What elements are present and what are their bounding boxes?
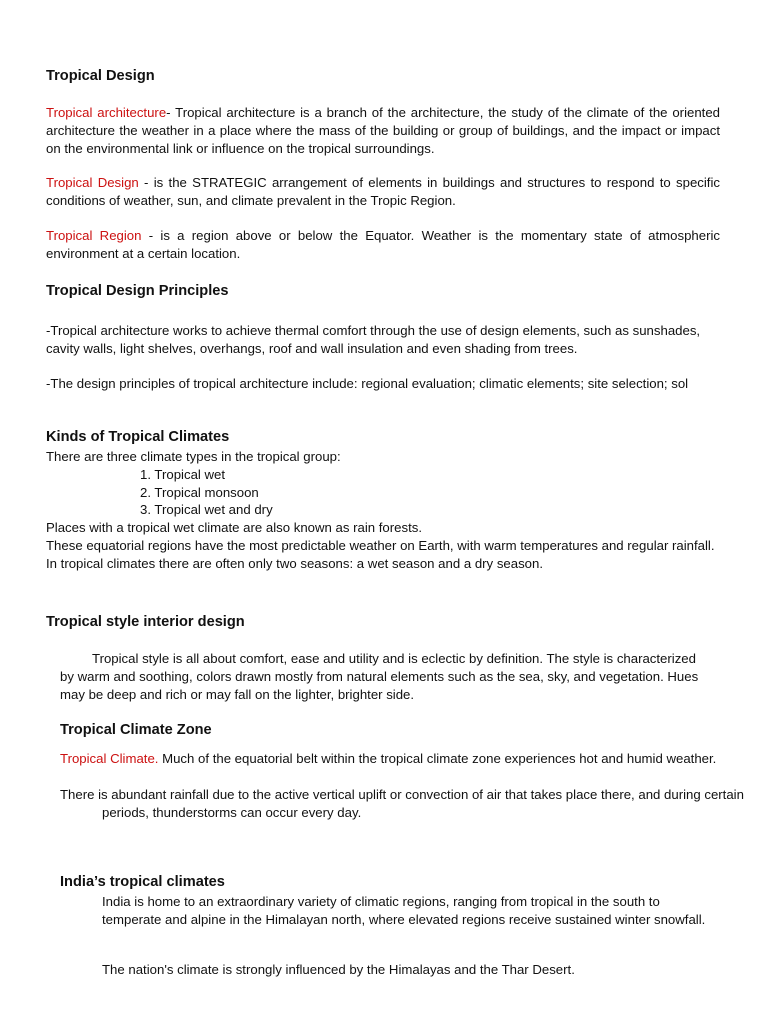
heading-interior-design: Tropical style interior design bbox=[46, 614, 245, 630]
heading-design-principles: Tropical Design Principles bbox=[46, 283, 229, 299]
list-item: 2. Tropical monsoon bbox=[140, 484, 259, 500]
paragraph-tropical-design bbox=[46, 174, 720, 210]
climates-line-1: Places with a tropical wet climate are also known as rain forests. bbox=[46, 520, 423, 536]
term-tropical-region: Tropical Region bbox=[46, 228, 142, 243]
paragraph-tropical-region bbox=[46, 227, 720, 263]
list-item: 1. Tropical wet bbox=[140, 466, 226, 482]
heading-tropical-design: Tropical Design bbox=[46, 68, 155, 84]
climates-intro: There are three climate types in the tropical group: bbox=[46, 449, 341, 464]
paragraph-climate-zone-2: There is abundant rainfall due to the active vertical uplift or convection of air that takes place there, and during certain periods, thunderstorms can occur every day. bbox=[60, 787, 744, 820]
term-tropical-climate: Tropical Climate. bbox=[60, 751, 159, 766]
definition-tropical-architecture: - Tropical architecture is a branch of the architecture, the study of the climate of the oriented architecture the weather in a place where the mass of the building or group of buildings, and the impact or impact on the environmental link or influence on the tropical surroundings. bbox=[46, 105, 720, 156]
definition-tropical-region: - is a region above or below the Equator. Weather is the momentary state of atmospheric environment at a certain location. bbox=[46, 228, 720, 261]
heading-climate-zone: Tropical Climate Zone bbox=[60, 722, 212, 738]
climates-line-2: These equatorial regions have the most predictable weather on Earth, with warm temperatures and regular rainfall. bbox=[46, 537, 715, 553]
list-item: 3. Tropical wet and dry bbox=[140, 502, 273, 518]
paragraph-principles-1: -Tropical architecture works to achieve thermal comfort through the use of design elements, such as sunshades, cavity walls, light shelves, overhangs, roof and wall insulation and even shading from trees. bbox=[46, 323, 701, 356]
climates-block bbox=[46, 448, 720, 573]
paragraph-india-2: The nation's climate is strongly influenced by the Himalayas and the Thar Desert. bbox=[102, 962, 575, 977]
term-tropical-architecture: Tropical architecture bbox=[46, 105, 167, 120]
paragraph-principles-2: -The design principles of tropical architecture include: regional evaluation; climatic elements; site selection; sol bbox=[46, 376, 689, 391]
climates-line-3: In tropical climates there are often only two seasons: a wet season and a dry season. bbox=[46, 555, 544, 571]
definition-tropical-climate: Much of the equatorial belt within the tropical climate zone experiences hot and humid weather. bbox=[158, 751, 717, 766]
heading-kinds-of-climates: Kinds of Tropical Climates bbox=[46, 429, 230, 445]
paragraph-tropical-architecture bbox=[46, 104, 720, 157]
paragraph-india-1: India is home to an extraordinary variety of climatic regions, ranging from tropical in the south to temperate and alpine in the Himalayan north, where elevated regions receive sustained winter snowfall. bbox=[102, 894, 706, 927]
definition-tropical-design: - is the STRATEGIC arrangement of elements in buildings and structures to respond to specific conditions of weather, sun, and climate prevalent in the Tropic Region. bbox=[46, 175, 720, 208]
paragraph-interior-design: Tropical style is all about comfort, ease and utility and is eclectic by definition. The style is characterized by warm and soothing, colors drawn mostly from natural elements such as the sea, sky, and vegetation. Hues may be deep and rich or may fall on the lighter, brighter side. bbox=[60, 651, 699, 702]
paragraph-climate-zone-1 bbox=[60, 750, 720, 768]
heading-india-climates: India’s tropical climates bbox=[60, 874, 225, 890]
term-tropical-design: Tropical Design bbox=[46, 175, 139, 190]
